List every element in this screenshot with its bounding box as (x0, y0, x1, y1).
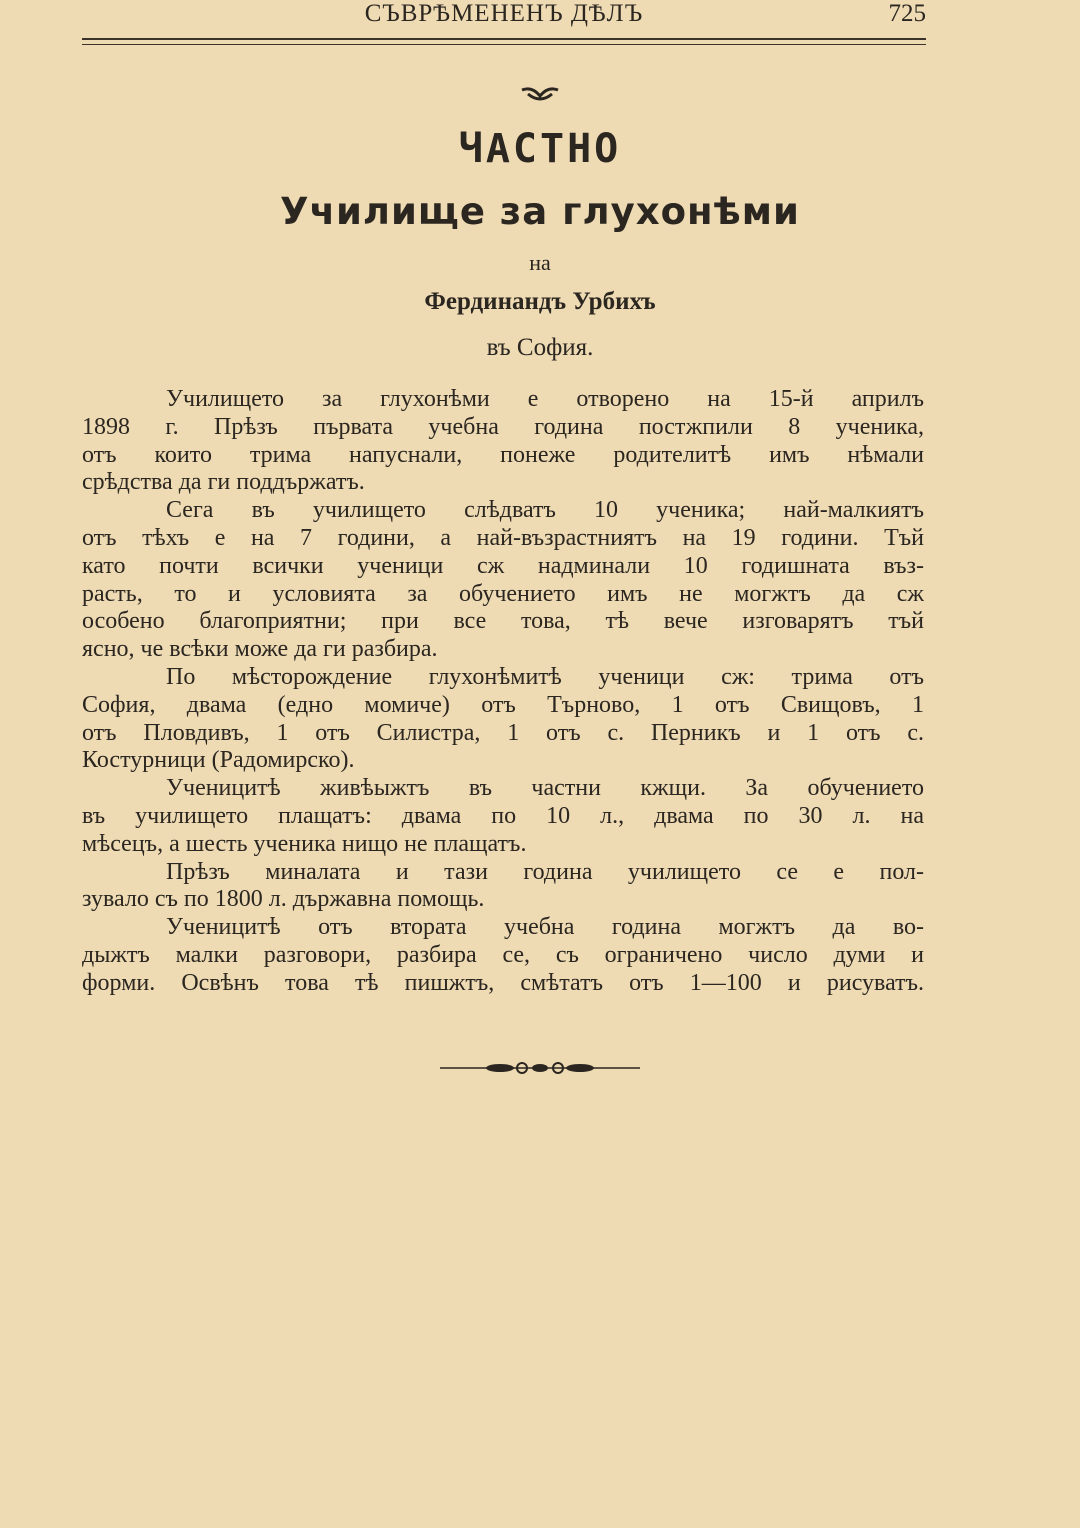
running-header (82, 0, 926, 30)
text-line: 1898 г. Прѣзъ първата учебна година постжпили 8 ученика, (82, 413, 924, 440)
text-line: По мѣсторождение глухонѣмитѣ ученици сж: трима отъ (166, 663, 924, 690)
running-title: СЪВРѢМЕНЕНЪ ДѢЛЪ (364, 0, 644, 27)
text-line: отъ Пловдивъ, 1 отъ Силистра, 1 отъ с. Перникъ и 1 отъ с. (82, 719, 924, 746)
text-line: срѣдства да ги поддържатъ. (82, 469, 365, 496)
city: въ София. (486, 334, 594, 361)
text-line: форми. Освѣнъ това тѣ пишжтъ, смѣтатъ отъ 1—100 и рисуватъ. (82, 969, 924, 996)
header-rule (82, 38, 926, 40)
text-line: Ученицитѣ живѣыжтъ въ частни кжщи. За обучението (166, 775, 924, 802)
text-line: особено благоприятни; при все това, тѣ вече изговарятъ тъй (82, 608, 924, 635)
text-line: София, двама (едно момиче) отъ Търново, 1 отъ Свищовъ, 1 (82, 691, 924, 718)
text-line: отъ които трима напуснали, понеже родителитѣ имъ нѣмали (82, 441, 924, 468)
text-line: Костурници (Радомирско). (82, 747, 355, 774)
end-ornament-icon (0, 1058, 1080, 1083)
page-number: 725 (888, 0, 926, 27)
heading-kicker: ЧАСТНО (458, 126, 622, 172)
text-line: въ училището плащатъ: двама по 10 л., двама по 30 л. на (82, 802, 924, 829)
text-line: расть, то и условията за обучението имъ не могжтъ да сж (82, 580, 924, 607)
text-line: Ученицитѣ отъ втората учебна година могжтъ да во- (166, 914, 924, 941)
text-line: като почти всички ученици сж надминали 10 годишната въз- (82, 552, 924, 579)
text-line: Сега въ училището слѣдватъ 10 ученика; най-малкиятъ (166, 497, 924, 524)
text-line: Училището за глухонѣми е отворено на 15-й априлъ (166, 386, 924, 412)
heading-preposition: на (529, 250, 551, 275)
text-line: Прѣзъ миналата и тази година училището се е пол- (166, 858, 924, 885)
header-rule-thin (82, 44, 926, 45)
text-line: отъ тѣхъ е на 7 години, а най-възрастниятъ на 19 години. Тъй (82, 524, 924, 551)
text-line: дыжтъ малки разговори, разбира се, съ ограничено число думи и (82, 941, 924, 968)
page-title: Училище за глухонѣми (280, 190, 800, 233)
text-line: зувало съ по 1800 л. държавна помощь. (82, 886, 485, 913)
article-body (82, 386, 924, 998)
top-ornament-icon (0, 84, 1080, 111)
text-line: мѣсецъ, а шесть ученика нищо не плащатъ. (82, 830, 527, 857)
author-name: Фердинандъ Урбихъ (424, 288, 656, 315)
text-line: ясно, че всѣки може да ги разбира. (82, 636, 438, 663)
